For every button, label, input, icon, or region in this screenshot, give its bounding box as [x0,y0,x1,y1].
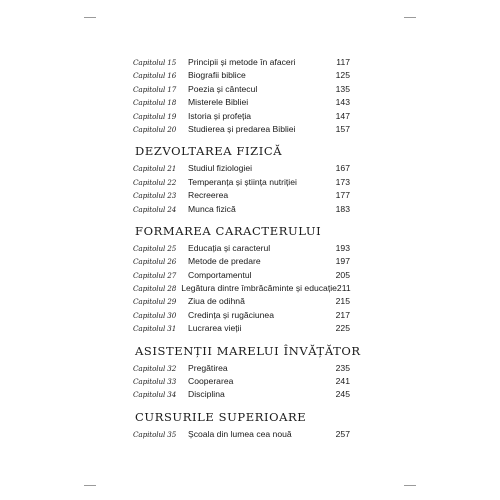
chapter-number: 32 [167,363,177,373]
chapter-number: 22 [167,177,177,187]
chapter-word: Capitolul [133,257,166,267]
chapter-label [133,203,183,216]
chapter-title: Disciplina [188,389,225,400]
page-number: 157 [335,123,350,134]
chapter-number: 25 [167,243,177,253]
toc-entry[interactable] [133,388,350,401]
page-number: 205 [335,269,350,280]
chapter-number: 28 [167,284,177,294]
chapter-label [133,123,183,136]
page-number: 211 [336,283,351,294]
chapter-word: Capitolul [133,71,166,81]
page-number: 257 [335,428,350,439]
section-heading: DEZVOLTAREA FIZICĂ [135,144,283,159]
chapter-word: Capitolul [133,204,166,214]
chapter-word: Capitolul [133,111,166,121]
chapter-word: Capitolul [133,58,166,67]
chapter-title: Biografii biblice [188,70,246,81]
section-heading: ASISTENȚII MARELUI ÎNVĂȚĂTOR [135,343,361,358]
chapter-label [133,362,183,375]
chapter-label [133,388,183,401]
toc-entry[interactable] [133,96,350,109]
chapter-number: 19 [167,111,177,121]
page-number: 177 [335,190,350,201]
chapter-title: Studiul fiziologiei [188,163,253,174]
table-of-contents [133,56,361,441]
chapter-label [133,83,183,96]
page-number: 117 [336,57,350,67]
chapter-word: Capitolul [133,284,166,294]
chapter-label [133,322,183,335]
chapter-number: 34 [167,390,177,400]
chapter-label [133,255,183,268]
section-heading: CURSURILE SUPERIOARE [135,409,307,424]
toc-entry[interactable] [133,375,350,388]
chapter-title: Ziua de odihnă [188,296,245,307]
crop-mark [404,17,416,18]
chapter-word: Capitolul [133,243,166,253]
chapter-title: Cooperarea [188,376,234,387]
chapter-title: Metode de predare [188,256,261,267]
toc-section [133,56,350,136]
toc-entry[interactable] [133,123,350,136]
toc-section [133,223,350,336]
chapter-label [133,269,183,282]
page-number: 173 [335,176,350,187]
chapter-number: 18 [167,98,177,108]
chapter-label [133,282,176,295]
chapter-title: Credința și rugăciunea [188,309,274,320]
toc-section [133,143,350,216]
chapter-label [133,96,183,109]
toc-entry[interactable] [133,428,350,441]
page-number: 147 [335,110,350,121]
chapter-word: Capitolul [133,324,166,334]
chapter-word: Capitolul [133,124,166,134]
chapter-number: 27 [167,270,177,280]
page-number: 135 [335,83,350,94]
crop-mark [404,485,416,486]
crop-mark [84,17,96,18]
toc-entry[interactable] [133,110,350,123]
section-heading: FORMAREA CARACTERULUI [135,223,322,238]
chapter-number: 23 [167,191,177,201]
chapter-label [133,428,183,441]
chapter-word: Capitolul [133,297,166,307]
chapter-number: 29 [167,297,177,307]
chapter-number: 30 [167,310,177,320]
chapter-number: 16 [167,71,177,81]
chapter-number: 17 [167,84,177,94]
toc-entry[interactable] [133,255,350,268]
chapter-title: Poezia și cântecul [188,83,258,94]
toc-entry[interactable] [133,282,350,295]
chapter-label [133,176,183,189]
chapter-title: Misterele Bibliei [188,97,249,108]
toc-entry[interactable] [133,83,350,96]
page-number: 241 [335,376,350,387]
toc-section [133,343,361,402]
chapter-number: 21 [167,164,177,174]
chapter-title: Legătura dintre îmbrăcăminte și educație [181,283,337,294]
toc-entry[interactable] [133,362,350,375]
toc-entry[interactable] [133,69,350,82]
chapter-word: Capitolul [133,429,166,439]
chapter-number: 33 [167,377,177,387]
page-number: 125 [335,70,350,81]
page-number: 217 [335,309,350,320]
chapter-title: Școala din lumea cea nouă [188,428,292,439]
chapter-label [133,162,183,175]
toc-entry[interactable] [133,189,350,202]
chapter-word: Capitolul [133,164,166,174]
toc-entry[interactable] [133,242,350,255]
toc-entry[interactable] [133,176,350,189]
chapter-title: Temperanța și știința nutriției [188,176,297,187]
chapter-word: Capitolul [133,84,166,94]
crop-mark [84,485,96,486]
chapter-title: Recreerea [188,190,229,201]
chapter-word: Capitolul [133,191,166,201]
chapter-label [133,56,183,69]
toc-entry[interactable] [133,322,350,335]
chapter-label [133,375,183,388]
page-number: 235 [335,362,350,373]
chapter-label [133,189,183,202]
chapter-word: Capitolul [133,177,166,187]
toc-entry[interactable] [133,309,350,322]
page-number: 183 [335,203,350,214]
toc-entry[interactable] [133,269,350,282]
chapter-number: 24 [167,204,177,214]
page-number: 143 [335,97,350,108]
toc-section [133,409,350,441]
chapter-title: Munca fizică [188,203,236,214]
chapter-title: Lucrarea vieții [188,323,242,334]
page-number: 215 [335,296,350,307]
chapter-label [133,295,183,308]
chapter-number: 20 [167,124,177,134]
chapter-title: Principii și metode în afaceri [188,57,296,67]
page-number: 197 [335,256,350,267]
chapter-word: Capitolul [133,390,166,400]
chapter-title: Comportamentul [188,269,252,280]
toc-entry[interactable] [133,295,350,308]
chapter-label [133,242,183,255]
chapter-word: Capitolul [133,310,166,320]
chapter-title: Pregătirea [188,362,228,373]
chapter-title: Istoria și profeția [188,110,252,121]
chapter-word: Capitolul [133,270,166,280]
chapter-word: Capitolul [133,363,166,373]
toc-entry[interactable] [133,162,350,175]
page-number: 245 [335,389,350,400]
page-number: 225 [335,323,350,334]
toc-entry[interactable] [133,56,350,69]
toc-entry[interactable] [133,203,350,216]
chapter-word: Capitolul [133,98,166,108]
chapter-label [133,110,183,123]
chapter-number: 35 [167,429,177,439]
chapter-label [133,69,183,82]
chapter-word: Capitolul [133,377,166,387]
chapter-number: 26 [167,257,177,267]
chapter-number: 15 [167,58,177,67]
chapter-label [133,309,183,322]
chapter-title: Studierea și predarea Bibliei [188,123,296,134]
page-number: 193 [335,242,350,253]
page-number: 167 [335,163,350,174]
chapter-title: Educația și caracterul [188,242,271,253]
chapter-number: 31 [167,324,177,334]
